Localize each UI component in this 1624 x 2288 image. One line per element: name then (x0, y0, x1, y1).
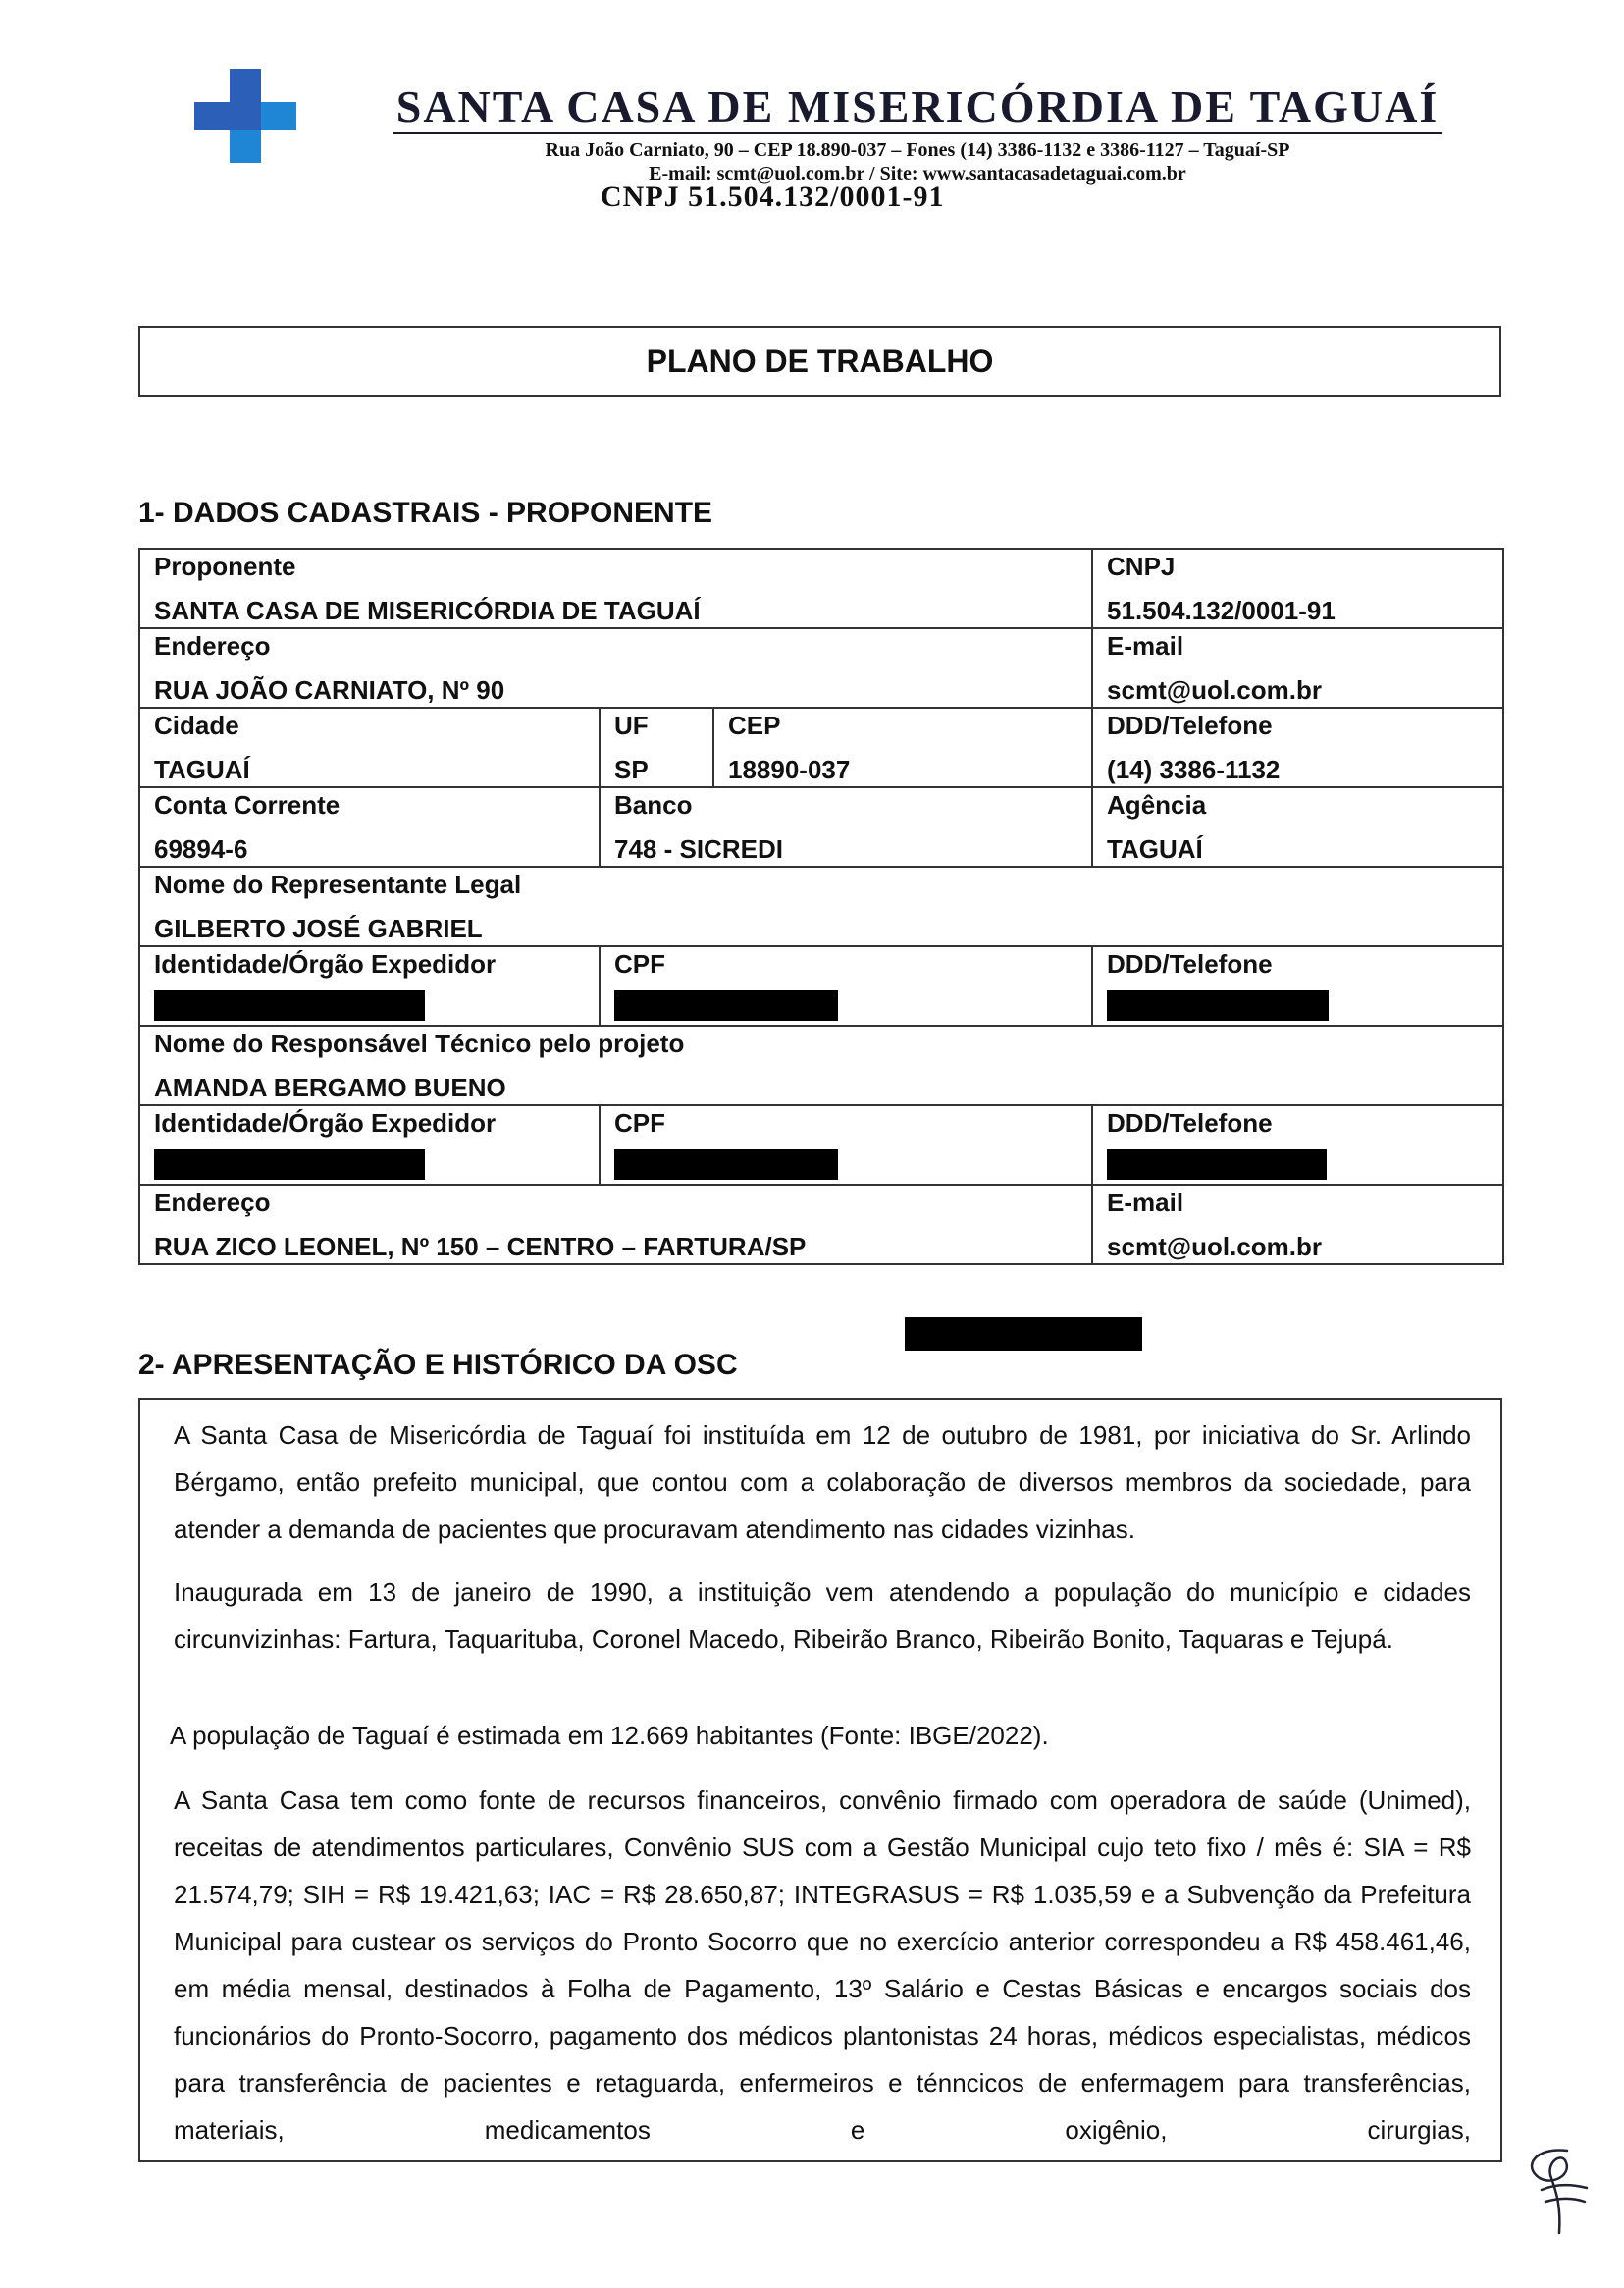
form-row (139, 628, 1503, 708)
resp-email-value: scmt@uol.com.br (1107, 1232, 1322, 1261)
banco-label: Banco (614, 790, 693, 820)
org-address: Rua João Carniato, 90 – CEP 18.890-037 – Fones (14) 3386-1132 e 3386-1127 – Taguaí-SP (545, 139, 1290, 161)
hospital-cross-logo (194, 69, 296, 163)
history-paragraph: A Santa Casa tem como fonte de recursos financeiros, convênio firmado com operadora de saúde (Unimed), receitas de atendimentos particulares, Convênio SUS com a Gestão Municipal cujo teto fixo / mês é: SIA = R$ 21.574,79; SIH = R$ 19.421,63; IAC = R$ 28.650,87; INTEGRASUS = R$ 1.035,59 e a Subvenção da Prefeitura Municipal para custear os serviços do Pronto Socorro que no exercício anterior correspondeu a R$ 458.461,46, em média mensal, destinados à Folha de Pagamento, 13º Salário e Cestas Básicas e encargos sociais dos funcionários do Pronto-Socorro, pagamento dos médicos plantonistas 24 horas, médicos especialistas, médicos para transferência de pacientes e retaguarda, enfermeiros e ténncicos de enfermagem para transferências, materiais, medicamentos e oxigênio, cirurgias, (174, 1785, 1471, 2145)
telefone-label: DDD/Telefone (1107, 711, 1273, 740)
redaction-bar (1107, 1149, 1327, 1180)
history-paragraph: A Santa Casa de Misericórdia de Taguaí foi instituída em 12 de outubro de 1981, por iniciativa do Sr. Arlindo Bérgamo, então prefeito municipal, que contou com a colaboração de diversos membros da sociedade, para atender a demanda de pacientes que procuravam atendimento nas cidades vizinhas. (174, 1420, 1471, 1544)
form-row (139, 1026, 1503, 1105)
redaction-bar (154, 990, 425, 1021)
agencia-value: TAGUAÍ (1107, 834, 1203, 864)
cnpj-value: 51.504.132/0001-91 (1107, 596, 1336, 625)
resp-tel-label: DDD/Telefone (1107, 1108, 1273, 1138)
resp-endereco-label: Endereço (154, 1188, 271, 1217)
section1-heading: 1- DADOS CADASTRAIS - PROPONENTE (138, 497, 713, 529)
proponent-form-table (138, 548, 1504, 1265)
document-title-box (138, 326, 1501, 397)
cidade-label: Cidade (154, 711, 239, 740)
cep-value: 18890-037 (728, 755, 851, 784)
resp-email-label: E-mail (1107, 1188, 1184, 1217)
rep-value: GILBERTO JOSÉ GABRIEL (154, 914, 483, 943)
handwritten-initials (1516, 2145, 1595, 2243)
conta-label: Conta Corrente (154, 790, 341, 820)
rep-label: Nome do Representante Legal (154, 870, 522, 899)
section2-heading: 2- APRESENTAÇÃO E HISTÓRICO DA OSC (138, 1349, 738, 1381)
resp-cpf-label: CPF (614, 1108, 665, 1138)
form-row (139, 1105, 1503, 1185)
rep-tel-label: DDD/Telefone (1107, 949, 1273, 979)
email-label: E-mail (1107, 631, 1184, 661)
rep-id-label: Identidade/Órgão Expedidor (154, 949, 497, 979)
rep-cpf-label: CPF (614, 949, 665, 979)
conta-value: 69894-6 (154, 834, 248, 864)
history-paragraph: Inaugurada em 13 de janeiro de 1990, a instituição vem atendendo a população do município e cidades circunvizinhas: Fartura, Taquarituba, Coronel Macedo, Ribeirão Branco, Ribeirão Bonito, Taquaras e Tejupá. (174, 1577, 1471, 1654)
redaction-bar (905, 1317, 1142, 1351)
org-name: SANTA CASA DE MISERICÓRDIA DE TAGUAÍ (393, 82, 1442, 134)
agencia-label: Agência (1107, 790, 1207, 820)
form-row (139, 867, 1503, 946)
org-cnpj: CNPJ 51.504.132/0001-91 (601, 181, 945, 213)
email-value: scmt@uol.com.br (1107, 675, 1322, 705)
redaction-bar (1107, 990, 1329, 1021)
resp-value: AMANDA BERGAMO BUENO (154, 1073, 506, 1102)
letterhead (353, 82, 1482, 186)
uf-label: UF (614, 711, 649, 740)
form-row (139, 787, 1503, 867)
redaction-bar (154, 1149, 425, 1180)
endereco-label: Endereço (154, 631, 271, 661)
cnpj-label: CNPJ (1107, 552, 1176, 581)
form-row (139, 1185, 1503, 1264)
form-row (139, 708, 1503, 787)
document-title: PLANO DE TRABALHO (646, 343, 994, 379)
cidade-value: TAGUAÍ (154, 755, 250, 784)
history-text-box (138, 1398, 1502, 2162)
org-contact: E-mail: scmt@uol.com.br / Site: www.santacasadetaguai.com.br (649, 163, 1186, 185)
resp-endereco-value: RUA ZICO LEONEL, Nº 150 – CENTRO – FARTURA/SP (154, 1232, 807, 1261)
uf-value: SP (614, 755, 649, 784)
cep-label: CEP (728, 711, 781, 740)
form-row (139, 946, 1503, 1026)
proponente-value: SANTA CASA DE MISERICÓRDIA DE TAGUAÍ (154, 596, 701, 625)
resp-label: Nome do Responsável Técnico pelo projeto (154, 1029, 685, 1058)
resp-id-label: Identidade/Órgão Expedidor (154, 1108, 497, 1138)
redaction-bar (614, 990, 838, 1021)
endereco-value: RUA JOÃO CARNIATO, Nº 90 (154, 675, 505, 705)
redaction-bar (614, 1149, 838, 1180)
banco-value: 748 - SICREDI (614, 834, 783, 864)
history-paragraph: A população de Taguaí é estimada em 12.669 habitantes (Fonte: IBGE/2022). (170, 1721, 1049, 1750)
form-row (139, 549, 1503, 628)
proponente-label: Proponente (154, 552, 296, 581)
telefone-value: (14) 3386-1132 (1107, 755, 1281, 784)
